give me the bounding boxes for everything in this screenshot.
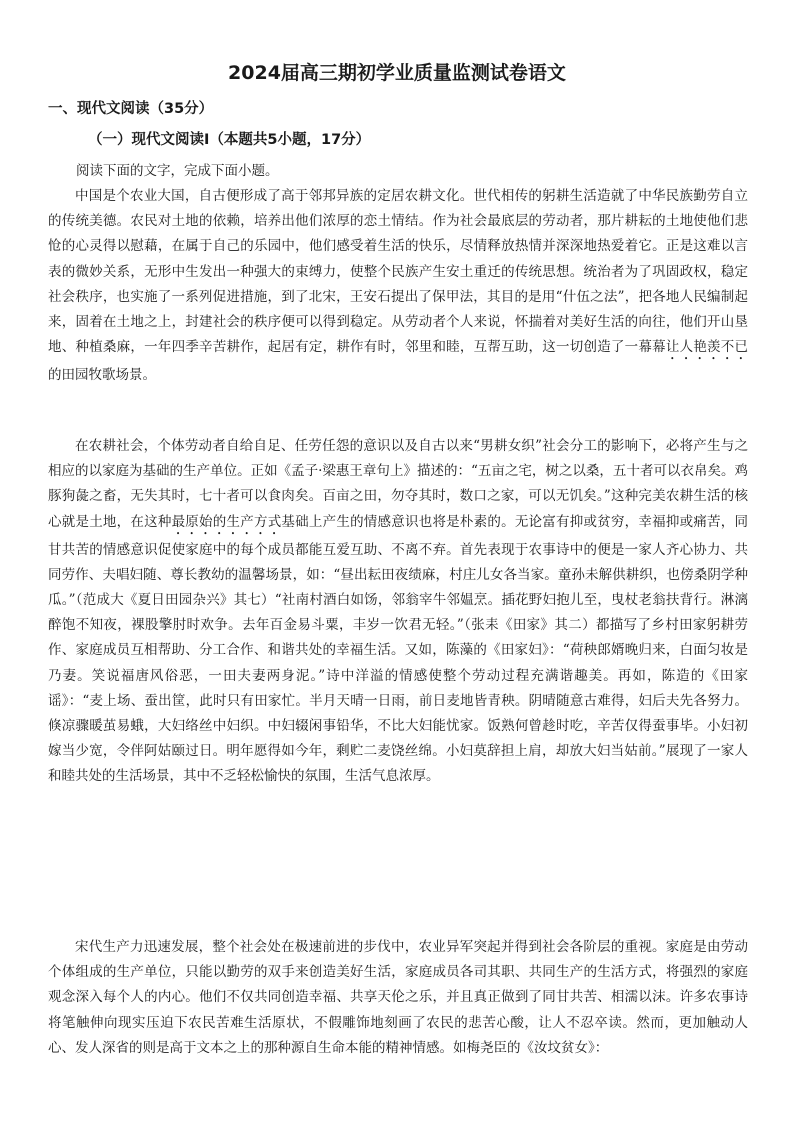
subsection-heading: （一）现代文阅读Ⅰ（本题共5小题，17分） <box>88 132 371 148</box>
paragraph-text: 宋代生产力迅速发展，整个社会处在极速前进的步伐中，农业异军突起并得到社会各阶层的重视。家庭是由劳动个体组成的生产单位，只能以勤劳的双手来创造美好生活，家庭成员各司其职、共同生产的生活方式，将强烈的家庭观念深入每个人的内心。他们不仅共同创造幸福、共享天伦之乐，并且真正做到了同甘共苦、相濡以沫。许多农事诗将笔触伸向现实压迫下农民苦难生活原状，不假雕饰地刻画了农民的悲苦心酸，让人不忍卒读。然而，更加触动人心、发人深省的则是高于文本之上的那种源自生命本能的精神情感。如梅尧臣的《汝坟贫女》： <box>48 939 748 1056</box>
emphasized-phrase: 让人艳羡不已 <box>665 339 749 356</box>
reading-instruction: 阅读下面的文字，完成下面小题。 <box>76 163 279 179</box>
emphasized-phrase: 最原始的生产方式 <box>171 513 282 530</box>
section-heading: 一、现代文阅读（35分） <box>48 101 214 117</box>
exam-title: 2024届高三期初学业质量监测试卷语文 <box>228 62 566 84</box>
passage-paragraph-3 <box>48 935 748 1061</box>
paragraph-text: 在农耕社会，个体劳动者自给自足、任劳任怨的意识以及自古以来“男耕女织”社会分工的影响下，必将产生与之相应的以家庭为基础的生产单位。正如《孟子·梁惠王章句上》描述的：“五亩之宅，树之以桑，五十者可以衣帛矣。鸡豚狗彘之畜，无失其时，七十者可以食肉矣。百亩之田，勿夺其时，数口之家，可以无饥矣。”这种完美农耕生活的核心就是土地，在这种 <box>48 438 748 530</box>
paragraph-text: 的田园牧歌场景。 <box>48 367 156 384</box>
passage-paragraph-2 <box>48 434 748 790</box>
passage-paragraph-1 <box>48 184 748 388</box>
paragraph-text: 中国是个农业大国，自古便形成了高于邻邦异族的定居农耕文化。世代相传的躬耕生活造就了中华民族勤劳自立的传统美德。农民对土地的依赖，培养出他们浓厚的恋土情结。作为社会最底层的劳动者，那片耕耘的土地使他们悲怆的心灵得以慰藉，在属于自己的乐园中，他们感受着生活的快乐，尽情释放热情并深深地热爱着它。正是这难以言表的微妙关系，无形中生发出一种强大的束缚力，使整个民族产生安土重迁的传统思想。统治者为了巩固政权，稳定社会秩序，也实施了一系列促进措施，到了北宋，王安石提出了保甲法，其目的是用“什伍之法”，把各地人民编制起来，固着在土地之上，封建社会的秩序便可以得到稳定。从劳动者个人来说，怀揣着对美好生活的向往，他们开山垦地、种植桑麻，一年四季辛苦耕作，起居有定，耕作有时，邻里和睦，互帮互助，这一切创造了一幕幕 <box>48 188 748 356</box>
paragraph-text: 基础上产生的情感意识也将是朴素的。无论富有抑或贫穷，幸福抑或痛苦，同甘共苦的情感意识促使家庭中的每个成员都能互爱互助、不离不弃。首先表现于农事诗中的便是一家人齐心协力、共同劳作、夫唱妇随、尊长教幼的温馨场景，如：“昼出耘田夜绩麻，村庄儿女各当家。童孙未解供耕织，也傍桑阴学种瓜。”（范成大《夏日田园杂兴》其七）“社南村酒白如饧，邻翁宰牛邻媪烹。插花野妇抱儿至，曳杖老翁扶背行。淋漓醉饱不知夜，裸股擎肘时欢争。去年百金易斗粟，丰岁一饮君无轻。”（张耒《田家》其二）都描写了乡村田家躬耕劳作、家庭成员互相帮助、分工合作、和谐共处的幸福生活。又如，陈藻的《田家妇》：“荷秧郎婿晚归来，白面匀妆是乃妻。笑说福唐风俗恶，一田夫妻两身泥。”诗中洋溢的情感使整个劳动过程充满谐趣美。再如，陈造的《田家谣》：“麦上场、蚕出筐，此时只有田家忙。半月天晴一日雨，前日麦地皆青秧。阴晴随意古难得，妇后夫先各努力。倏凉骤暖茧易蛾，大妇络丝中妇织。中妇辍闲事铅华，不比大妇能忧家。饭熟何曾趁时吃，辛苦仅得蚕事毕。小妇初嫁当少宽，令伴阿姑颐过日。明年愿得如今年，剩贮二麦饶丝绵。小妇莫辞担上肩，却放大妇当姑前。”展现了一家人和睦共处的生活场景，其中不乏轻松愉快的氛围，生活气息浓厚。 <box>48 513 749 785</box>
